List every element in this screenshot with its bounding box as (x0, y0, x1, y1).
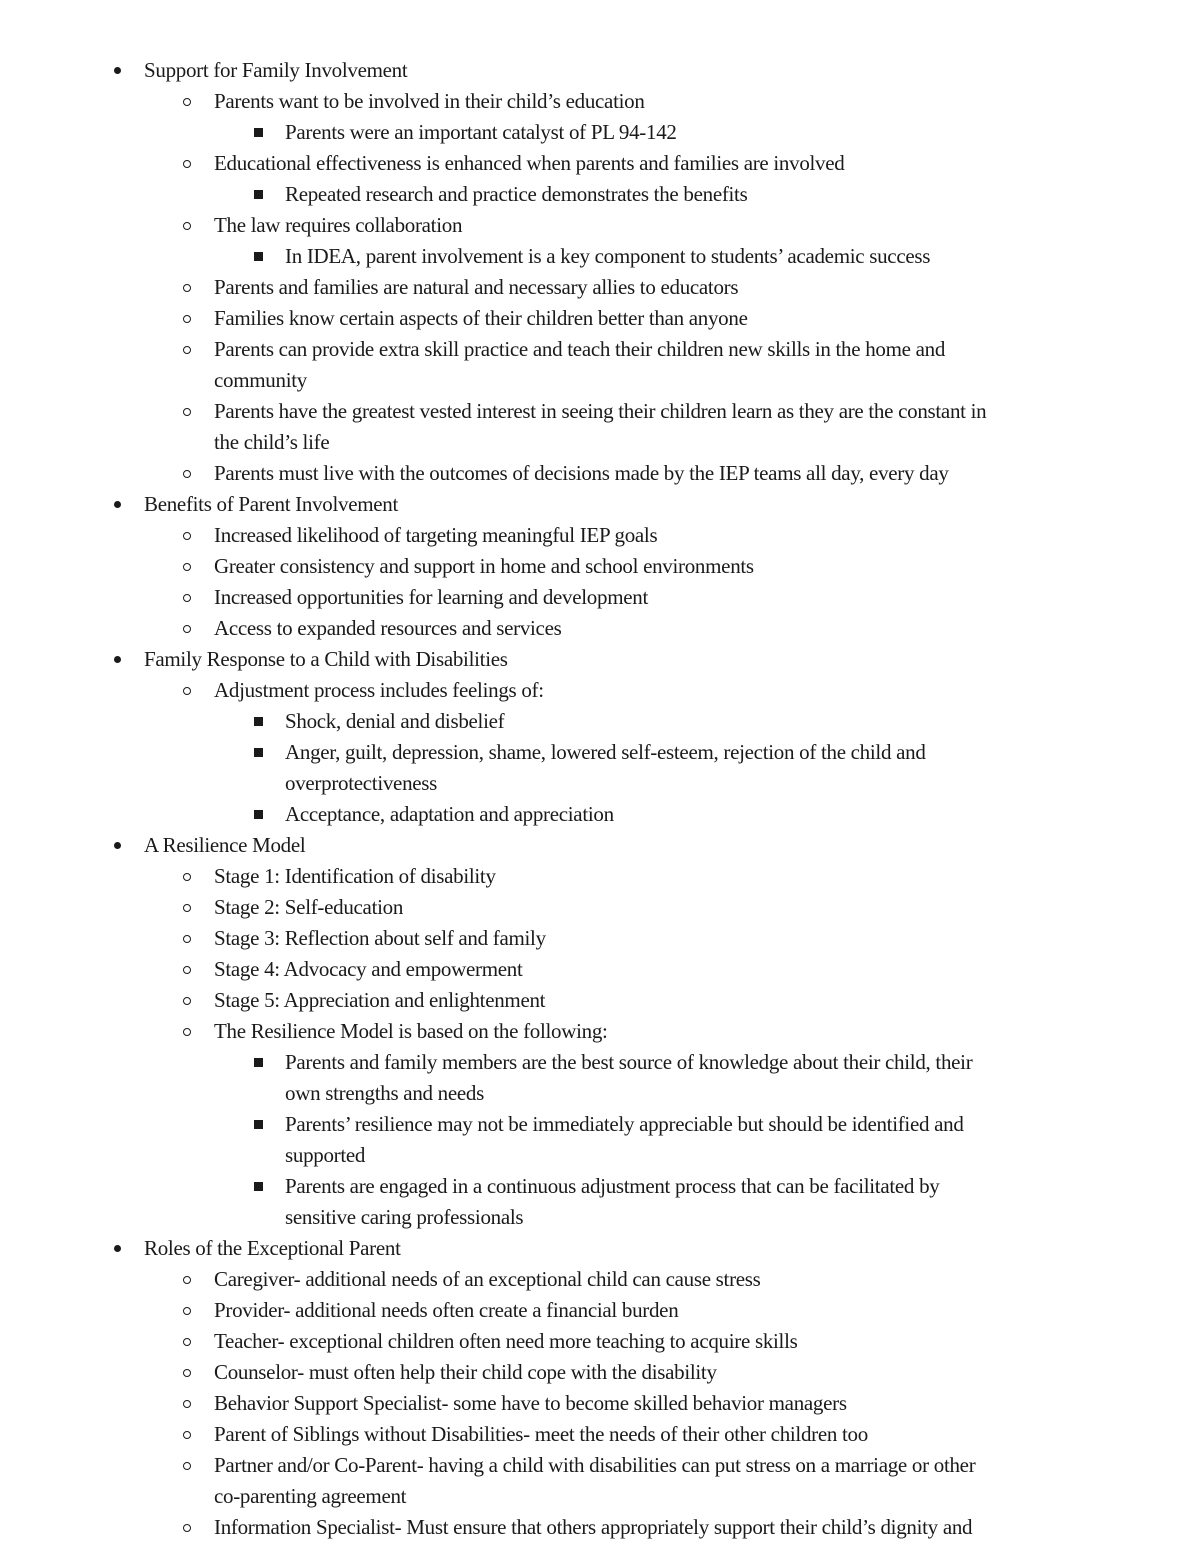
list-item-level-2 (0, 582, 1200, 613)
list-item-text: Greater consistency and support in home and school environments (214, 554, 754, 578)
list-item-text: The law requires collaboration (214, 213, 463, 237)
list-item-level-3 (0, 799, 1200, 830)
list-item-text: Access to expanded resources and services (214, 616, 562, 640)
list-item-level-3 (0, 241, 1200, 272)
list-item-level-3 (0, 737, 1200, 768)
bullet-circle-icon (178, 272, 196, 303)
bullet-disc-icon (108, 830, 126, 861)
bullet-circle-icon (178, 86, 196, 117)
bullet-circle-icon (178, 613, 196, 644)
bullet-circle-icon (178, 1512, 196, 1543)
bullet-square-icon (249, 1109, 267, 1140)
bullet-disc-icon (108, 644, 126, 675)
bullet-circle-icon (178, 520, 196, 551)
list-item-level-1 (0, 55, 1200, 86)
list-item-text: The Resilience Model is based on the following: (214, 1019, 608, 1043)
list-item-text: the child’s life (214, 430, 330, 454)
list-item-level-2 (0, 1295, 1200, 1326)
bullet-square-icon (249, 737, 267, 768)
list-item-text: Increased likelihood of targeting meaningful IEP goals (214, 523, 658, 547)
list-item-level-2 (0, 272, 1200, 303)
list-item-text: own strengths and needs (285, 1081, 484, 1105)
bullet-circle-icon (178, 303, 196, 334)
list-item-level-2 (0, 1419, 1200, 1450)
list-item-level-2 (0, 1016, 1200, 1047)
bullet-square-icon (249, 179, 267, 210)
list-item-text: Provider- additional needs often create a financial burden (214, 1298, 679, 1322)
list-item-text: Stage 5: Appreciation and enlightenment (214, 988, 546, 1012)
list-item-continuation (0, 427, 1200, 458)
list-item-continuation (0, 365, 1200, 396)
list-item-level-2 (0, 954, 1200, 985)
list-item-level-2 (0, 520, 1200, 551)
list-item-text: Adjustment process includes feelings of: (214, 678, 544, 702)
list-item-text: Behavior Support Specialist- some have to become skilled behavior managers (214, 1391, 847, 1415)
list-item-level-3 (0, 1109, 1200, 1140)
list-item-continuation (0, 1078, 1200, 1109)
bullet-disc-icon (108, 1233, 126, 1264)
list-item-level-3 (0, 179, 1200, 210)
list-item-level-2 (0, 551, 1200, 582)
list-item-text: Counselor- must often help their child cope with the disability (214, 1360, 717, 1384)
list-item-text: Increased opportunities for learning and development (214, 585, 648, 609)
list-item-continuation (0, 1202, 1200, 1233)
list-item-level-2 (0, 985, 1200, 1016)
list-item-text: Stage 2: Self-education (214, 895, 404, 919)
list-item-continuation (0, 768, 1200, 799)
bullet-circle-icon (178, 1326, 196, 1357)
bullet-square-icon (249, 1047, 267, 1078)
list-item-text: Roles of the Exceptional Parent (144, 1236, 401, 1260)
bullet-circle-icon (178, 148, 196, 179)
list-item-text: Parents must live with the outcomes of decisions made by the IEP teams all day, every day (214, 461, 949, 485)
list-item-text: A Resilience Model (144, 833, 306, 857)
bullet-circle-icon (178, 892, 196, 923)
bullet-circle-icon (178, 551, 196, 582)
list-item-text: community (214, 368, 307, 392)
bullet-circle-icon (178, 1388, 196, 1419)
bullet-square-icon (249, 241, 267, 272)
bullet-circle-icon (178, 1295, 196, 1326)
list-item-text: Parents and families are natural and necessary allies to educators (214, 275, 739, 299)
list-item-text: Family Response to a Child with Disabilities (144, 647, 508, 671)
list-item-text: Repeated research and practice demonstrates the benefits (285, 182, 748, 206)
list-item-level-2 (0, 86, 1200, 117)
list-item-text: Anger, guilt, depression, shame, lowered self-esteem, rejection of the child and (285, 740, 926, 764)
list-item-text: Stage 1: Identification of disability (214, 864, 496, 888)
list-item-level-1 (0, 489, 1200, 520)
bullet-circle-icon (178, 210, 196, 241)
bullet-square-icon (249, 117, 267, 148)
list-item-text: supported (285, 1143, 366, 1167)
list-item-text: Parents have the greatest vested interest in seeing their children learn as they are the constant in (214, 399, 987, 423)
list-item-text: Parents can provide extra skill practice and teach their children new skills in the home and (214, 337, 946, 361)
list-item-text: Parents and family members are the best source of knowledge about their child, their (285, 1050, 973, 1074)
bullet-square-icon (249, 1171, 267, 1202)
list-item-continuation (0, 1140, 1200, 1171)
list-item-level-2 (0, 675, 1200, 706)
list-item-level-2 (0, 1326, 1200, 1357)
bullet-circle-icon (178, 923, 196, 954)
list-item-level-2 (0, 1450, 1200, 1481)
bullet-square-icon (249, 799, 267, 830)
bullet-square-icon (249, 706, 267, 737)
bullet-disc-icon (108, 489, 126, 520)
bullet-circle-icon (178, 1357, 196, 1388)
list-item-level-1 (0, 1233, 1200, 1264)
bullet-circle-icon (178, 1419, 196, 1450)
list-item-level-2 (0, 1512, 1200, 1543)
list-item-level-2 (0, 148, 1200, 179)
list-item-level-2 (0, 210, 1200, 241)
list-item-level-2 (0, 334, 1200, 365)
list-item-level-2 (0, 396, 1200, 427)
list-item-level-2 (0, 1264, 1200, 1295)
list-item-text: Educational effectiveness is enhanced when parents and families are involved (214, 151, 845, 175)
list-item-text: Benefits of Parent Involvement (144, 492, 399, 516)
bullet-circle-icon (178, 861, 196, 892)
bullet-circle-icon (178, 396, 196, 427)
list-item-level-2 (0, 892, 1200, 923)
bullet-circle-icon (178, 954, 196, 985)
list-item-text: Families know certain aspects of their children better than anyone (214, 306, 748, 330)
list-item-text: Acceptance, adaptation and appreciation (285, 802, 614, 826)
bullet-circle-icon (178, 675, 196, 706)
bullet-circle-icon (178, 1016, 196, 1047)
list-item-text: Support for Family Involvement (144, 58, 408, 82)
document-page (0, 55, 1200, 1543)
list-item-level-2 (0, 458, 1200, 489)
list-item-text: overprotectiveness (285, 771, 438, 795)
list-item-text: Parents are engaged in a continuous adjustment process that can be facilitated by (285, 1174, 940, 1198)
list-item-level-1 (0, 830, 1200, 861)
list-item-level-3 (0, 1171, 1200, 1202)
list-item-text: Parents want to be involved in their child’s education (214, 89, 645, 113)
list-item-text: Parents’ resilience may not be immediately appreciable but should be identified and (285, 1112, 964, 1136)
list-item-level-1 (0, 644, 1200, 675)
bullet-circle-icon (178, 458, 196, 489)
list-item-level-3 (0, 706, 1200, 737)
list-item-level-2 (0, 861, 1200, 892)
list-item-level-2 (0, 1388, 1200, 1419)
list-item-level-3 (0, 1047, 1200, 1078)
list-item-text: Caregiver- additional needs of an exceptional child can cause stress (214, 1267, 761, 1291)
bullet-circle-icon (178, 985, 196, 1016)
bullet-disc-icon (108, 55, 126, 86)
list-item-text: Parents were an important catalyst of PL 94-142 (285, 120, 677, 144)
bullet-circle-icon (178, 582, 196, 613)
list-item-text: Stage 3: Reflection about self and family (214, 926, 546, 950)
list-item-text: Stage 4: Advocacy and empowerment (214, 957, 523, 981)
list-item-text: co-parenting agreement (214, 1484, 407, 1508)
list-item-level-2 (0, 613, 1200, 644)
list-item-level-2 (0, 1357, 1200, 1388)
list-item-text: sensitive caring professionals (285, 1205, 524, 1229)
list-item-text: Information Specialist- Must ensure that others appropriately support their child’s dignity and (214, 1515, 973, 1539)
list-item-text: Teacher- exceptional children often need more teaching to acquire skills (214, 1329, 798, 1353)
bullet-circle-icon (178, 1450, 196, 1481)
bullet-circle-icon (178, 334, 196, 365)
list-item-text: Parent of Siblings without Disabilities- meet the needs of their other children too (214, 1422, 868, 1446)
list-item-text: Shock, denial and disbelief (285, 709, 505, 733)
list-item-continuation (0, 1481, 1200, 1512)
list-item-level-3 (0, 117, 1200, 148)
list-item-level-2 (0, 303, 1200, 334)
list-item-level-2 (0, 923, 1200, 954)
bullet-circle-icon (178, 1264, 196, 1295)
list-item-text: In IDEA, parent involvement is a key component to students’ academic success (285, 244, 931, 268)
list-item-text: Partner and/or Co-Parent- having a child with disabilities can put stress on a marriage or other (214, 1453, 976, 1477)
